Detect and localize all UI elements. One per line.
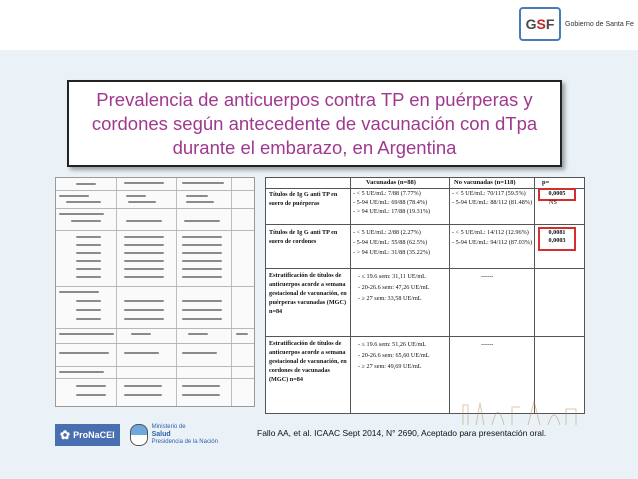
vacc-cords-1: - < 5 UE/mL: 2/88 (2.27%) (353, 229, 421, 236)
citation-text: Fallo AA, et al. ICAAC Sept 2014, N° 2690, Aceptado para presentación oral. (257, 428, 547, 438)
gsf-logo (519, 6, 638, 42)
unvacc-cords-1: - < 5 UE/mL: 14/112 (12.96%) (452, 229, 529, 236)
vacc-mothers-3: - > 94 UE/mL: 17/88 (19.31%) (353, 208, 431, 215)
strat-mothers-3: - ≥ 27 sem: 33,58 UE/mL (358, 295, 422, 302)
top-bar (0, 0, 638, 50)
p-value-mothers-highlight: 0,0005 (538, 188, 576, 201)
row-label-mothers: Títulos de Ig G anti TP en suero de puérperas (269, 191, 338, 207)
p-value-cords-2: 0,0003 (548, 237, 566, 244)
vacc-mothers-2: - 5-94 UE/mL: 69/88 (78.4%) (353, 199, 428, 206)
sponsor-logos (55, 420, 245, 450)
decorative-sketch (458, 395, 583, 430)
vacc-mothers-1: - < 5 UE/mL: 7/88 (7.77%) (353, 190, 421, 197)
col-header-unvaccinated: No vacunadas (n=118) (454, 179, 516, 186)
ministerio-line-3: Presidencia de la Nación (151, 439, 218, 445)
vacc-cords-2: - 5-94 UE/mL: 55/88 (62.5%) (353, 239, 428, 246)
ministerio-salud-logo (152, 424, 218, 446)
col-header-vaccinated: Vacunadas (n=88) (366, 179, 416, 186)
ministerio-line-1: Ministerio de (151, 424, 186, 430)
row-label-cords: Títulos de Ig G anti TP en suero de cordones (269, 229, 338, 245)
p-value-mothers-ns: NS (549, 199, 557, 206)
title-line-2: cordones según antecedente de vacunación con dTpa (91, 112, 538, 134)
unvacc-cords-2: - 5-94 UE/mL: 94/112 (87.03%) (452, 239, 533, 246)
flower-icon: ✿ (60, 428, 71, 442)
vacc-cords-3: - > 94 UE/mL: 31/88 (35.22%) (353, 249, 431, 256)
title-line-3: durante el embarazo, en Argentina (172, 136, 457, 158)
row-label-strat-mothers: Estratificación de títulos de anticuerpos acorde a semana gestacional de vacunación, en puérperas vacunadas (MGC) n=84 (269, 272, 347, 315)
p-values-cords-highlight (538, 227, 576, 251)
strat-cords-2: - 20-26.6 sem: 65,60 UE/mL (358, 352, 430, 359)
strat-cords-dash: ------ (481, 341, 494, 348)
gsf-logo-text: Gobierno de Santa Fe (565, 20, 634, 28)
p-value-cords-1: 0,0081 (548, 229, 566, 236)
strat-mothers-1: - ≤ 19.6 sem: 31,11 UE/mL (358, 273, 426, 280)
strat-mothers-2: - 20-26.6 sem: 47,26 UE/mL (358, 284, 430, 291)
gsf-logo-mark: G S F (519, 7, 561, 41)
slide-title (67, 80, 562, 167)
pronacei-text: ProNaCEI (73, 430, 115, 440)
row-label-strat-cords: Estratificación de títulos de anticuerpos acorde a semana gestacional de vacunación, en cordones de vacunadas (MGC) n=84 (269, 340, 347, 383)
unvacc-mothers-2: - 5-94 UE/mL: 88/112 (81.48%) (452, 199, 533, 206)
ministerio-line-2: Salud (151, 431, 171, 438)
results-table (265, 177, 585, 414)
strat-mothers-dash: ------ (481, 273, 494, 280)
demographics-table-image (55, 177, 255, 407)
col-header-p: p= (542, 179, 550, 186)
title-line-1: Prevalencia de anticuerpos contra TP en puérperas y (96, 88, 533, 110)
strat-cords-3: - ≥ 27 sem: 49,69 UE/mL (358, 363, 422, 370)
argentina-shield-icon (130, 424, 148, 446)
strat-cords-1: - ≤ 19.6 sem: 51,26 UE/mL (358, 341, 427, 348)
pronacei-logo (55, 424, 120, 446)
unvacc-mothers-1: - < 5 UE/mL: 70/117 (59.5%) (452, 190, 526, 197)
